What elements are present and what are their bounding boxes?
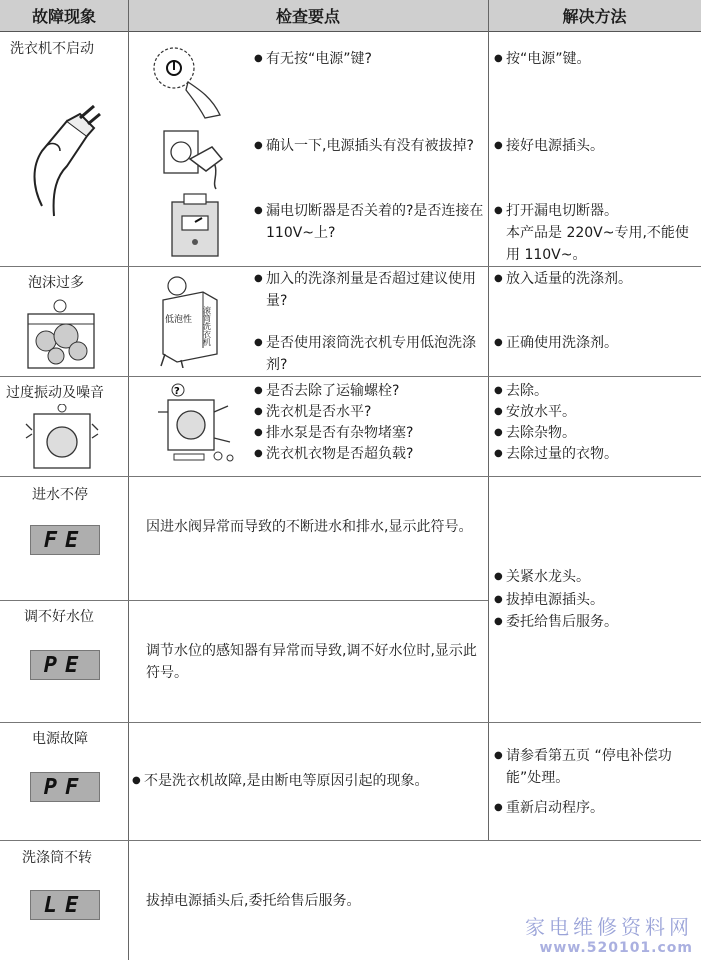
- symptom-drum-not-rotating: 洗涤筒不转: [22, 850, 92, 866]
- symptom-vibration-noise: 过度振动及噪音: [6, 385, 104, 401]
- solution-open-breaker: ● 打开漏电切断器。: [494, 200, 701, 222]
- solution-close-tap: ● 关紧水龙头。: [494, 566, 701, 588]
- header-solution: 解决方法: [488, 0, 701, 32]
- error-code-display: PE: [30, 650, 100, 680]
- solution-level: ● 安放水平。: [494, 401, 701, 423]
- solution-remove-clothes: ● 去除过量的衣物。: [494, 443, 701, 465]
- solution-unplug: ● 拔掉电源插头。: [494, 589, 701, 611]
- check-unplug-service: 拔掉电源插头后,委托给售后服务。: [146, 893, 361, 909]
- breaker-icon: [168, 192, 228, 260]
- col-divider-1: [128, 0, 129, 960]
- plug-illustration: [12, 96, 102, 221]
- row-divider: [0, 266, 701, 267]
- check-power-key: ● 有无按“电源”键?: [254, 48, 491, 70]
- solution-see-page-five: ● 请参看第五页 “停电补偿功能”处理。: [494, 745, 701, 789]
- symptom-continuous-inlet: 进水不停: [32, 487, 88, 503]
- check-breaker: ● 漏电切断器是否关着的?是否连接在 110V~上?: [254, 200, 491, 244]
- solution-proper-amount: ● 放入适量的洗涤剂。: [494, 268, 701, 290]
- symptom-excess-foam: 泡沫过多: [28, 275, 84, 291]
- error-code-display: LE: [30, 890, 100, 920]
- solution-remove: ● 去除。: [494, 380, 701, 402]
- symptom-water-level: 调不好水位: [24, 609, 94, 625]
- check-overload: ● 洗衣机衣物是否超负载?: [254, 443, 496, 465]
- watermark: [525, 911, 693, 956]
- wall-socket-icon: [160, 125, 235, 190]
- check-drain-pump: ● 排水泵是否有杂物堵塞?: [254, 422, 496, 444]
- watermark-title: 家电维修资料网: [525, 915, 693, 939]
- row-divider: [0, 476, 701, 477]
- header-check: 检查要点: [128, 0, 488, 32]
- solution-proper-detergent: ● 正确使用洗涤剂。: [494, 332, 701, 354]
- check-power-outage: ● 不是洗衣机故障,是由断电等原因引起的现象。: [132, 770, 500, 792]
- detergent-label-drum: 滚筒洗衣机: [202, 306, 212, 346]
- error-code-display: PF: [30, 772, 100, 802]
- row-divider: [0, 840, 701, 841]
- washer-check-illustration: [148, 382, 240, 466]
- solution-plug-in: ● 接好电源插头。: [494, 135, 701, 157]
- check-plug: ● 确认一下,电源插头有没有被拔掉?: [254, 135, 491, 157]
- power-button-icon: [150, 40, 230, 120]
- row-divider: [0, 376, 701, 377]
- solution-service: ● 委托给售后服务。: [494, 611, 701, 633]
- foam-drum-illustration: [22, 296, 102, 371]
- check-level-sensor: 调节水位的感知器有异常而导致,调不好水位时,显示此符号。: [146, 643, 477, 681]
- row-divider: [0, 600, 488, 601]
- check-detergent-amount: ● 加入的洗涤剂量是否超过建议使用量?: [254, 268, 494, 312]
- solution-note-voltage: 本产品是 220V~专用,不能使用 110V~。: [506, 225, 689, 263]
- check-level: ● 洗衣机是否水平?: [254, 401, 496, 423]
- check-low-foam-detergent: ● 是否使用滚筒洗衣机专用低泡洗涤剂?: [254, 332, 494, 376]
- row-divider: [0, 722, 701, 723]
- symptom-no-start: 洗衣机不启动: [10, 41, 94, 57]
- detergent-label-low-foam: 低泡性: [165, 315, 193, 325]
- vibrating-washer-illustration: [22, 404, 102, 470]
- error-code-display: FE: [30, 525, 100, 555]
- detergent-box-illustration: [155, 272, 225, 368]
- solution-press-power: ● 按“电源”键。: [494, 48, 701, 70]
- header-symptom: 故障现象: [0, 0, 128, 32]
- watermark-url: www.520101.com: [539, 940, 693, 956]
- solution-restart: ● 重新启动程序。: [494, 797, 701, 819]
- check-inlet-valve: 因进水阀异常而导致的不断进水和排水,显示此符号。: [146, 519, 473, 535]
- symptom-power-failure: 电源故障: [32, 731, 88, 747]
- check-shipping-bolts: ● 是否去除了运输螺栓?: [254, 380, 496, 402]
- solution-remove-debris: ● 去除杂物。: [494, 422, 701, 444]
- question-mark-icon: ?: [174, 386, 180, 397]
